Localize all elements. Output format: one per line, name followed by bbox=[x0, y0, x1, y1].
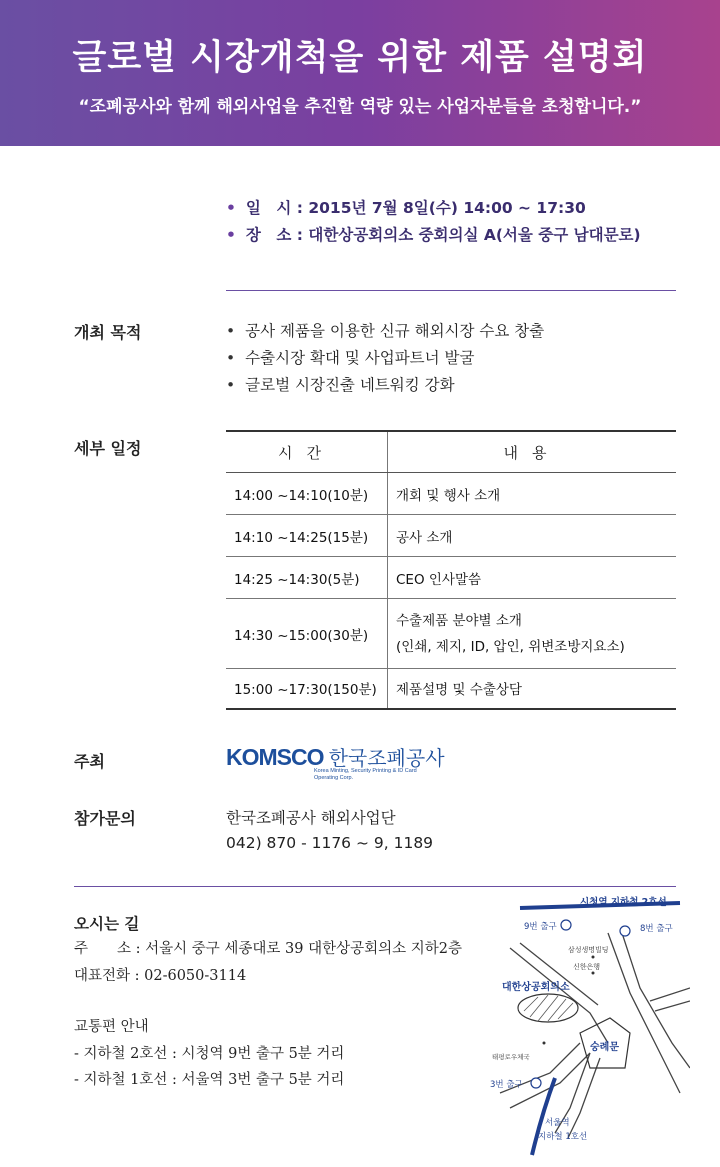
table-row bbox=[226, 669, 676, 709]
row-content: 개회 및 행사 소개 bbox=[388, 473, 677, 515]
chamber-hatch bbox=[524, 995, 573, 1021]
purpose-item: • 글로벌 시장진출 네트워킹 강화 bbox=[226, 376, 455, 394]
row-content-line: 수출제품 분야별 소개 bbox=[396, 612, 522, 629]
map-label-station1b: 지하철 1호선 bbox=[538, 1132, 588, 1142]
row-content-line: (인쇄, 제지, ID, 압인, 위변조방지요소) bbox=[396, 638, 625, 655]
event-place-text: 장 소 : 대한상공회의소 중회의실 A(서울 중구 남대문로) bbox=[245, 226, 641, 244]
map-label-exit9: 9번 출구 bbox=[524, 922, 557, 932]
row-content: 제품설명 및 수출상담 bbox=[388, 669, 677, 709]
row-time: 14:00 ~14:10(10분) bbox=[226, 473, 388, 515]
purpose-item-text: 글로벌 시장진출 네트워킹 강화 bbox=[245, 376, 455, 394]
transport-title: 교통편 안내 bbox=[74, 1019, 149, 1035]
komsco-logo bbox=[226, 742, 445, 781]
header-content: 내용 bbox=[388, 431, 677, 473]
purpose-item: • 수출시장 확대 및 사업파트너 발굴 bbox=[226, 349, 475, 367]
purpose-item: • 공사 제품을 이용한 신규 해외시장 수요 창출 bbox=[226, 322, 545, 340]
transport-line2: - 지하철 2호선 : 시청역 9번 출구 5분 거리 bbox=[74, 1046, 345, 1062]
row-content: 공사 소개 bbox=[388, 515, 677, 557]
exit3-icon bbox=[531, 1078, 541, 1088]
inquiry-label: 참가문의 bbox=[74, 809, 136, 828]
map-label-gate: 숭례문 bbox=[590, 1042, 619, 1053]
event-date: • 일 시 : 2015년 7월 8일(수) 14:00 ~ 17:30 bbox=[226, 199, 586, 217]
page-title: 글로벌 시장개척을 위한 제품 설명회 bbox=[72, 38, 648, 78]
table-row bbox=[226, 515, 676, 557]
map-label-building1: 삼성생명빌딩 bbox=[568, 946, 609, 954]
location-map bbox=[480, 893, 690, 1158]
directions-phone: 대표전화 : 02-6050-3114 bbox=[74, 968, 247, 984]
map-label-exit3: 3번 출구 bbox=[490, 1080, 523, 1090]
post-dot bbox=[543, 1042, 546, 1045]
logo-en: KOMSCO bbox=[226, 744, 324, 770]
map-label-post: 태평로우체국 bbox=[492, 1053, 530, 1061]
table-row bbox=[226, 557, 676, 599]
row-time: 14:10 ~14:25(15분) bbox=[226, 515, 388, 557]
map-label-building2: 신한은행 bbox=[573, 963, 601, 971]
purpose-item-text: 수출시장 확대 및 사업파트너 발굴 bbox=[245, 349, 475, 367]
inquiry-org: 한국조폐공사 해외사업단 bbox=[226, 809, 396, 827]
transport-line1: - 지하철 1호선 : 서울역 3번 출구 5분 거리 bbox=[74, 1072, 345, 1088]
table-row bbox=[226, 473, 676, 515]
host-label: 주최 bbox=[74, 752, 105, 771]
table-header-row bbox=[226, 431, 676, 473]
inquiry-phone: 042) 870 - 1176 ~ 9, 1189 bbox=[226, 834, 434, 852]
purpose-item-text: 공사 제품을 이용한 신규 해외시장 수요 창출 bbox=[245, 322, 545, 340]
exit9-icon bbox=[561, 920, 571, 930]
row-content: CEO 인사말씀 bbox=[388, 557, 677, 599]
map-label-chamber: 대한상공회의소 bbox=[502, 982, 570, 993]
event-place: • 장 소 : 대한상공회의소 중회의실 A(서울 중구 남대문로) bbox=[226, 226, 641, 244]
schedule-label: 세부 일정 bbox=[74, 439, 142, 458]
row-time: 14:25 ~14:30(5분) bbox=[226, 557, 388, 599]
event-date-text: 일 시 : 2015년 7월 8일(수) 14:00 ~ 17:30 bbox=[245, 199, 586, 217]
directions-title: 오시는 길 bbox=[74, 915, 140, 933]
row-time: 14:30 ~15:00(30분) bbox=[226, 599, 388, 669]
logo-kr: 한국조폐공사 bbox=[328, 746, 445, 770]
row-time: 15:00 ~17:30(150분) bbox=[226, 669, 388, 709]
directions-address: 주 소 : 서울시 중구 세종대로 39 대한상공회의소 지하2층 bbox=[74, 941, 462, 957]
map-label-station1a: 서울역 bbox=[545, 1118, 570, 1128]
page-subtitle: “조폐공사와 함께 해외사업을 추진할 역량 있는 사업자분들을 초청합니다.” bbox=[78, 97, 642, 117]
divider bbox=[74, 886, 676, 887]
header-time: 시간 bbox=[226, 431, 388, 473]
map-label-station2: 시청역 지하철 2호선 bbox=[580, 897, 667, 908]
schedule-table bbox=[226, 430, 676, 710]
building-dot bbox=[592, 972, 595, 975]
subway-line-1 bbox=[532, 1078, 555, 1155]
map-label-exit8: 8번 출구 bbox=[640, 924, 673, 934]
table-row bbox=[226, 599, 676, 669]
purpose-label: 개최 목적 bbox=[74, 323, 142, 342]
purpose-list bbox=[226, 318, 544, 399]
logo-sub: Korea Minting, Security Printing & ID Card Operating Corp. bbox=[314, 768, 417, 781]
header-banner bbox=[0, 0, 720, 146]
building-dot bbox=[592, 956, 595, 959]
row-content bbox=[388, 599, 677, 669]
exit8-icon bbox=[620, 926, 630, 936]
divider bbox=[226, 290, 676, 291]
